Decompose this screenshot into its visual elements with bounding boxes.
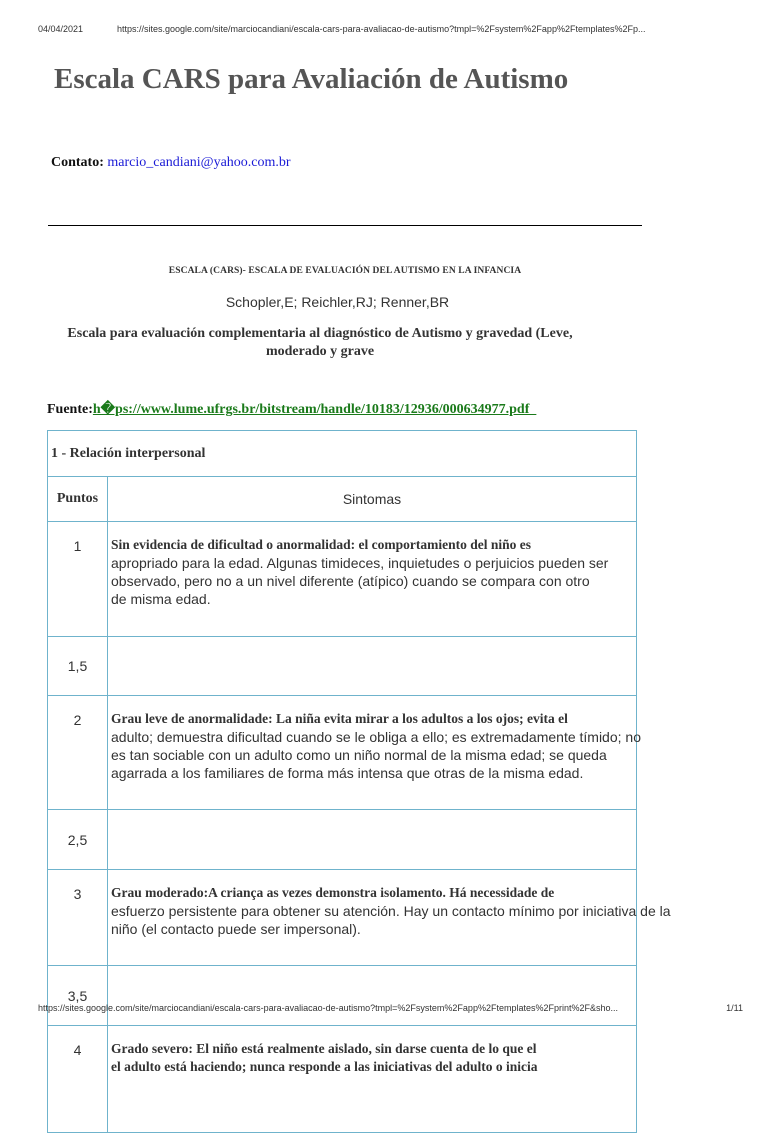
symptom-line: agarrada a los familiares de forma más intensa que otras de la misma edad. xyxy=(111,765,584,781)
contact-line xyxy=(51,155,291,171)
symptom-cell xyxy=(108,810,637,870)
symptom-cell xyxy=(108,637,637,696)
table-row xyxy=(48,522,637,637)
symptom-line: Grau moderado:A criança as vezes demonstra isolamento. Há necessidade de xyxy=(111,885,555,900)
scale-heading: ESCALA (CARS)- ESCALA DE EVALUACIÓN DEL AUTISMO EN LA INFANCIA xyxy=(168,266,522,276)
print-footer xyxy=(38,1003,748,1017)
symptom-line: de misma edad. xyxy=(111,591,211,607)
source-link[interactable]: h�ps://www.lume.ufrgs.br/bitstream/handle/10183/12936/000634977.pdf xyxy=(92,402,537,417)
column-header-sintomas: Sintomas xyxy=(108,477,637,522)
score-cell: 2,5 xyxy=(48,810,108,870)
table-row xyxy=(48,637,637,696)
symptom-line: Sin evidencia de dificultad o anormalidad: el comportamiento del niño es xyxy=(111,537,532,552)
score-cell: 4 xyxy=(48,1026,108,1133)
score-cell: 3 xyxy=(48,870,108,966)
contact-email-link[interactable]: marcio_candiani@yahoo.com.br xyxy=(107,155,291,170)
symptom-line: es tan sociable con un adulto como un niño normal de la misma edad; se queda xyxy=(111,747,607,763)
contact-label: Contato: xyxy=(51,155,104,170)
table-row xyxy=(48,1026,637,1133)
subtitle: Escala para evaluación complementaria al diagnóstico de Autismo y gravedad (Leve, moderado y grave xyxy=(67,326,573,359)
page-title: Escala CARS para Avaliación de Autismo xyxy=(54,63,569,95)
source-label: Fuente: xyxy=(47,402,93,417)
print-header xyxy=(38,24,748,38)
symptom-line: niño (el contacto puede ser impersonal). xyxy=(111,921,361,937)
print-date: 04/04/2021 xyxy=(38,24,84,34)
symptom-line: apropriado para la edad. Algunas timideces, inquietudes o perjuicios pueden ser xyxy=(111,555,609,571)
symptom-line: el adulto está haciendo; nunca responde a las iniciativas del adulto o inicia xyxy=(111,1059,538,1074)
table-row xyxy=(48,696,637,810)
section-title: 1 - Relación interpersonal xyxy=(48,431,637,477)
symptom-line: Grado severo: El niño está realmente aislado, sin darse cuenta de lo que el xyxy=(111,1041,537,1056)
symptom-cell xyxy=(108,870,671,966)
symptom-line: Grau leve de anormalidade: La niña evita mirar a los adultos a los ojos; evita el xyxy=(111,711,568,726)
symptom-cell xyxy=(108,1026,637,1133)
score-cell: 2 xyxy=(48,696,108,810)
table-row xyxy=(48,870,637,966)
print-footer-url: https://sites.google.com/site/marciocandiani/escala-cars-para-avaliacao-de-autismo?tmpl=%2Fsystem%2Fapp%2Ftemplates%2Fprint%2F&sho... xyxy=(38,1003,619,1013)
cars-table xyxy=(47,430,671,1133)
score-cell: 1,5 xyxy=(48,637,108,696)
table-row xyxy=(48,810,637,870)
symptom-cell xyxy=(108,522,637,637)
table-header-row xyxy=(48,477,637,522)
source-line xyxy=(47,401,536,418)
authors: Schopler,E; Reichler,RJ; Renner,BR xyxy=(225,294,450,310)
symptom-cell xyxy=(108,696,641,810)
score-cell: 3,5 xyxy=(48,966,108,1026)
horizontal-divider xyxy=(48,225,642,226)
score-cell: 1 xyxy=(48,522,108,637)
column-header-puntos: Puntos xyxy=(48,477,108,522)
symptom-line: observado, pero no a un nivel diferente (atípico) cuando se compara con otro xyxy=(111,573,590,589)
page-number: 1/11 xyxy=(726,1003,743,1013)
symptom-line: esfuerzo persistente para obtener su atención. Hay un contacto mínimo por iniciativa de la xyxy=(111,903,671,919)
symptom-line: adulto; demuestra dificultad cuando se le obliga a ello; es extremadamente tímido; no xyxy=(111,729,641,745)
print-header-url: https://sites.google.com/site/marciocandiani/escala-cars-para-avaliacao-de-autismo?tmpl=%2Fsystem%2Fapp%2Ftemplates%2Fp... xyxy=(117,24,646,34)
table-section-row xyxy=(48,431,637,477)
